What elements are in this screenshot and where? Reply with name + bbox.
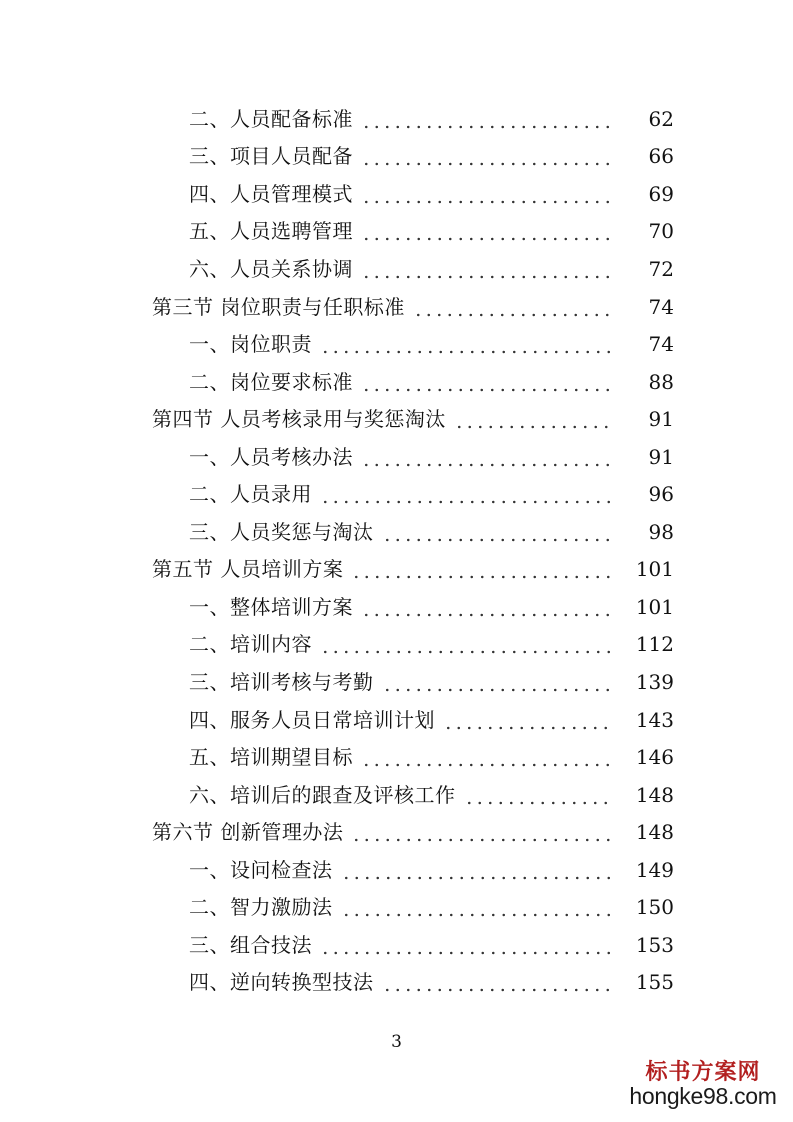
toc-leader-dots — [361, 372, 612, 392]
watermark-title: 标书方案网 — [645, 1059, 761, 1085]
table-of-contents — [0, 100, 793, 1001]
toc-subsection-entry[interactable] — [0, 588, 793, 626]
toc-entry-title: 三、项目人员配备 — [189, 144, 353, 169]
toc-page-number: 148 — [635, 820, 674, 845]
toc-page-number: 62 — [648, 106, 674, 131]
toc-page-number: 101 — [635, 594, 674, 619]
toc-entry-title: 三、人员奖惩与淘汰 — [189, 519, 374, 544]
toc-subsection-entry[interactable] — [0, 701, 793, 739]
page-number: 3 — [391, 1032, 402, 1052]
toc-page-number: 91 — [648, 407, 674, 432]
toc-page-number: 98 — [648, 519, 674, 544]
toc-page-number: 143 — [635, 707, 674, 732]
toc-page-number: 150 — [635, 895, 674, 920]
toc-entry-title: 第四节 人员考核录用与奖惩淘汰 — [152, 407, 446, 432]
toc-entry-title: 三、培训考核与考勤 — [189, 669, 374, 694]
toc-subsection-entry[interactable] — [0, 513, 793, 551]
toc-section-entry[interactable] — [0, 551, 793, 589]
toc-page-number: 70 — [648, 219, 674, 244]
toc-leader-dots — [320, 634, 612, 654]
toc-page-number: 112 — [635, 632, 674, 657]
toc-leader-dots — [361, 747, 612, 767]
toc-page-number: 101 — [635, 557, 674, 582]
toc-subsection-entry[interactable] — [0, 888, 793, 926]
toc-leader-dots — [361, 184, 612, 204]
toc-subsection-entry[interactable] — [0, 363, 793, 401]
watermark-url: hongke98.com — [629, 1083, 777, 1110]
toc-page-number: 96 — [648, 482, 674, 507]
toc-entry-title: 第三节 岗位职责与任职标准 — [152, 294, 405, 319]
toc-leader-dots — [382, 522, 613, 542]
toc-subsection-entry[interactable] — [0, 138, 793, 176]
toc-leader-dots — [443, 710, 612, 730]
toc-page-number: 74 — [648, 332, 674, 357]
toc-page-number: 139 — [635, 669, 674, 694]
toc-entry-title: 二、人员配备标准 — [189, 106, 353, 131]
toc-subsection-entry[interactable] — [0, 663, 793, 701]
toc-entry-title: 一、人员考核办法 — [189, 444, 353, 469]
toc-entry-title: 一、岗位职责 — [189, 332, 312, 357]
toc-leader-dots — [382, 672, 613, 692]
toc-leader-dots — [351, 559, 612, 579]
toc-page-number: 155 — [635, 970, 674, 995]
toc-entry-title: 二、智力激励法 — [189, 895, 333, 920]
toc-page-number: 72 — [648, 256, 674, 281]
toc-subsection-entry[interactable] — [0, 213, 793, 251]
toc-entry-title: 第五节 人员培训方案 — [152, 557, 344, 582]
toc-leader-dots — [361, 259, 612, 279]
toc-page-number: 148 — [635, 782, 674, 807]
toc-subsection-entry[interactable] — [0, 100, 793, 138]
toc-entry-title: 五、人员选聘管理 — [189, 219, 353, 244]
toc-entry-title: 第六节 创新管理办法 — [152, 820, 344, 845]
toc-subsection-entry[interactable] — [0, 738, 793, 776]
toc-subsection-entry[interactable] — [0, 250, 793, 288]
toc-leader-dots — [361, 221, 612, 241]
toc-subsection-entry[interactable] — [0, 475, 793, 513]
toc-leader-dots — [320, 484, 612, 504]
toc-leader-dots — [382, 972, 613, 992]
toc-subsection-entry[interactable] — [0, 438, 793, 476]
toc-page-number: 69 — [648, 181, 674, 206]
toc-leader-dots — [413, 297, 612, 317]
toc-leader-dots — [361, 109, 612, 129]
toc-section-entry[interactable] — [0, 813, 793, 851]
toc-subsection-entry[interactable] — [0, 964, 793, 1002]
toc-page-number: 66 — [648, 144, 674, 169]
toc-entry-title: 三、组合技法 — [189, 932, 312, 957]
toc-entry-title: 一、设问检查法 — [189, 857, 333, 882]
toc-subsection-entry[interactable] — [0, 175, 793, 213]
toc-entry-title: 二、岗位要求标准 — [189, 369, 353, 394]
toc-entry-title: 五、培训期望目标 — [189, 745, 353, 770]
toc-page-number: 74 — [648, 294, 674, 319]
toc-entry-title: 一、整体培训方案 — [189, 594, 353, 619]
watermark — [623, 1060, 783, 1109]
toc-subsection-entry[interactable] — [0, 776, 793, 814]
toc-leader-dots — [320, 334, 612, 354]
toc-entry-title: 二、人员录用 — [189, 482, 312, 507]
toc-entry-title: 四、服务人员日常培训计划 — [189, 707, 435, 732]
toc-leader-dots — [361, 447, 612, 467]
toc-page-number: 88 — [648, 369, 674, 394]
toc-section-entry[interactable] — [0, 400, 793, 438]
toc-leader-dots — [341, 860, 613, 880]
toc-leader-dots — [361, 597, 612, 617]
toc-leader-dots — [464, 785, 613, 805]
toc-page-number: 149 — [635, 857, 674, 882]
toc-entry-title: 四、人员管理模式 — [189, 181, 353, 206]
toc-leader-dots — [320, 935, 612, 955]
toc-page-number: 146 — [635, 745, 674, 770]
toc-leader-dots — [361, 146, 612, 166]
toc-subsection-entry[interactable] — [0, 851, 793, 889]
toc-section-entry[interactable] — [0, 288, 793, 326]
toc-leader-dots — [341, 897, 613, 917]
toc-page-number: 153 — [635, 932, 674, 957]
toc-leader-dots — [351, 822, 612, 842]
toc-subsection-entry[interactable] — [0, 926, 793, 964]
toc-subsection-entry[interactable] — [0, 325, 793, 363]
toc-subsection-entry[interactable] — [0, 626, 793, 664]
toc-leader-dots — [454, 409, 612, 429]
toc-entry-title: 四、逆向转换型技法 — [189, 970, 374, 995]
toc-entry-title: 二、培训内容 — [189, 632, 312, 657]
toc-page-number: 91 — [648, 444, 674, 469]
toc-entry-title: 六、培训后的跟查及评核工作 — [189, 782, 456, 807]
toc-entry-title: 六、人员关系协调 — [189, 256, 353, 281]
